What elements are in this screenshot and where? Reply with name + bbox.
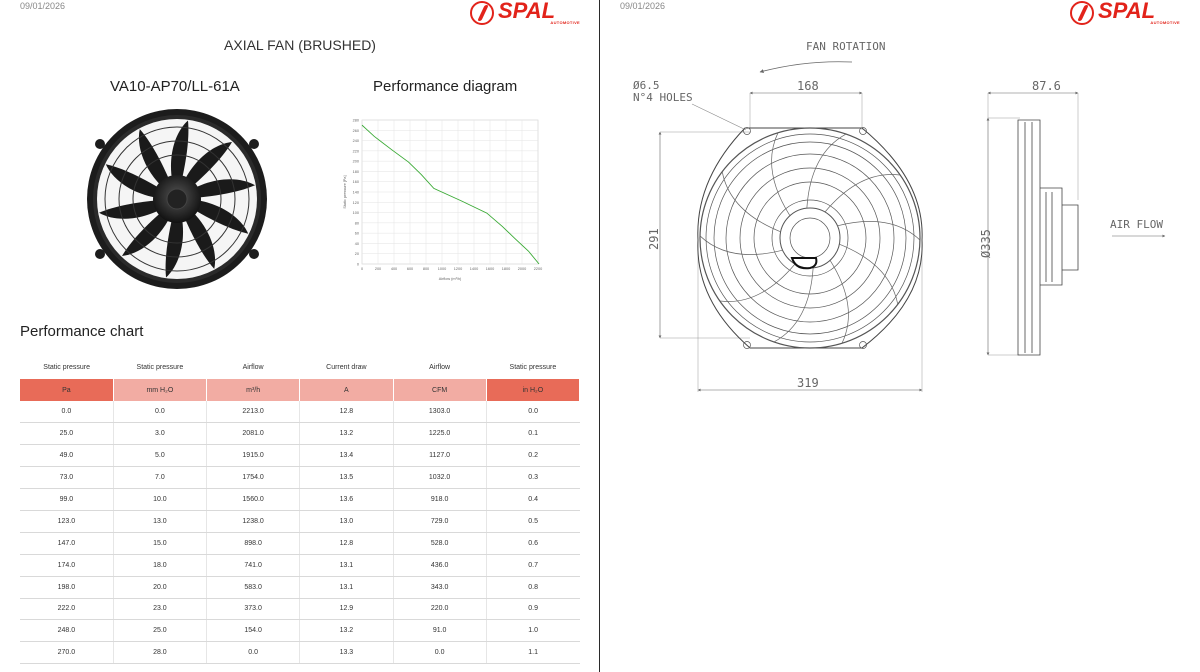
y-tick-label: 0 xyxy=(356,262,359,267)
table-cell: 18.0 xyxy=(113,554,206,576)
dim-291: 291 xyxy=(647,228,661,250)
table-cell: 0.0 xyxy=(393,642,486,664)
date: 09/01/2026 xyxy=(20,1,66,11)
table-row xyxy=(20,620,580,642)
x-tick-label: 1000 xyxy=(437,267,447,271)
dim-87-6: 87.6 xyxy=(1032,79,1061,93)
model-number: VA10-AP70/LL-61A xyxy=(110,78,240,95)
table-cell: 343.0 xyxy=(393,576,486,598)
table-cell: 12.9 xyxy=(300,598,393,620)
table-cell: 13.1 xyxy=(300,576,393,598)
table-cell: 270.0 xyxy=(20,642,113,664)
fan-rotation-label: FAN ROTATION xyxy=(806,40,886,53)
table-cell: 1.0 xyxy=(486,620,579,642)
table-cell: 12.8 xyxy=(300,532,393,554)
table-cell: 25.0 xyxy=(113,620,206,642)
table-cell: 123.0 xyxy=(20,510,113,532)
spal-logo xyxy=(470,0,580,28)
table-cell: 99.0 xyxy=(20,489,113,511)
table-cell: 13.0 xyxy=(113,510,206,532)
table-cell: 248.0 xyxy=(20,620,113,642)
table-cell: 49.0 xyxy=(20,445,113,467)
table-cell: 0.0 xyxy=(113,401,206,423)
x-tick-label: 400 xyxy=(390,267,398,271)
table-cell: 0.8 xyxy=(486,576,579,598)
table-body xyxy=(20,401,580,664)
logo-text: SPAL xyxy=(498,0,556,23)
y-tick-label: 220 xyxy=(352,149,359,154)
dim-168: 168 xyxy=(797,79,819,93)
table-cell: 0.0 xyxy=(207,642,300,664)
table-row xyxy=(20,445,580,467)
table-cell: 7.0 xyxy=(113,467,206,489)
unit-header: m³/h xyxy=(207,379,300,401)
logo-text-right: SPAL xyxy=(1098,0,1156,23)
table-cell: 147.0 xyxy=(20,532,113,554)
dim-319: 319 xyxy=(797,376,819,390)
table-header-row xyxy=(20,355,580,379)
table-cell: 73.0 xyxy=(20,467,113,489)
y-tick-label: 120 xyxy=(352,200,359,205)
table-cell: 1.1 xyxy=(486,642,579,664)
x-tick-label: 600 xyxy=(406,267,414,271)
unit-header: mm H₂O xyxy=(113,379,206,401)
y-tick-label: 180 xyxy=(352,169,359,174)
table-row xyxy=(20,598,580,620)
table-cell: 0.6 xyxy=(486,532,579,554)
table-cell: 13.6 xyxy=(300,489,393,511)
table-cell: 198.0 xyxy=(20,576,113,598)
table-cell: 28.0 xyxy=(113,642,206,664)
logo-sub: AUTOMOTIVE xyxy=(550,20,580,25)
side-view xyxy=(1018,120,1078,355)
table-cell: 13.1 xyxy=(300,554,393,576)
table-row xyxy=(20,423,580,445)
diagram-title: Performance diagram xyxy=(373,78,518,95)
chart-title: Performance chart xyxy=(20,323,144,340)
x-tick-label: 800 xyxy=(422,267,430,271)
performance-table xyxy=(20,355,580,664)
table-cell: 583.0 xyxy=(207,576,300,598)
x-tick-label: 2000 xyxy=(517,267,527,271)
unit-header: in H₂O xyxy=(486,379,579,401)
spal-logo-icon xyxy=(470,1,494,25)
table-cell: 15.0 xyxy=(113,532,206,554)
x-axis-label: Airflow (m³/h) xyxy=(438,277,462,281)
table-cell: 1127.0 xyxy=(393,445,486,467)
table-cell: 0.3 xyxy=(486,467,579,489)
table-cell: 1915.0 xyxy=(207,445,300,467)
front-view xyxy=(698,128,922,349)
table-cell: 0.4 xyxy=(486,489,579,511)
logo-sub-right: AUTOMOTIVE xyxy=(1150,20,1180,25)
table-cell: 13.2 xyxy=(300,620,393,642)
table-cell: 0.7 xyxy=(486,554,579,576)
date-right: 09/01/2026 xyxy=(620,1,666,11)
y-tick-label: 280 xyxy=(352,118,359,123)
rotation-arrow-icon xyxy=(760,62,852,72)
table-cell: 0.5 xyxy=(486,510,579,532)
table-cell: 2081.0 xyxy=(207,423,300,445)
table-cell: 1225.0 xyxy=(393,423,486,445)
x-tick-label: 0 xyxy=(360,267,364,271)
table-cell: 0.9 xyxy=(486,598,579,620)
table-cell: 154.0 xyxy=(207,620,300,642)
table-row xyxy=(20,489,580,511)
y-tick-label: 60 xyxy=(354,231,359,236)
table-cell: 25.0 xyxy=(20,423,113,445)
performance-diagram-chart xyxy=(338,112,548,294)
y-tick-label: 40 xyxy=(354,241,359,246)
column-header: Current draw xyxy=(326,363,367,371)
x-tick-label: 1600 xyxy=(485,267,495,271)
dim-335: Ø335 xyxy=(979,229,993,258)
table-cell: 436.0 xyxy=(393,554,486,576)
table-row xyxy=(20,510,580,532)
y-tick-label: 240 xyxy=(352,139,359,144)
table-cell: 918.0 xyxy=(393,489,486,511)
table-cell: 10.0 xyxy=(113,489,206,511)
table-cell: 13.4 xyxy=(300,445,393,467)
table-cell: 1032.0 xyxy=(393,467,486,489)
table-cell: 1238.0 xyxy=(207,510,300,532)
table-row xyxy=(20,532,580,554)
y-tick-label: 100 xyxy=(352,211,359,216)
table-cell: 0.2 xyxy=(486,445,579,467)
table-cell: 1754.0 xyxy=(207,467,300,489)
table-cell: 898.0 xyxy=(207,532,300,554)
table-cell: 12.8 xyxy=(300,401,393,423)
table-cell: 0.1 xyxy=(486,423,579,445)
y-tick-label: 160 xyxy=(352,180,359,185)
column-header: Airflow xyxy=(429,363,451,371)
table-cell: 13.2 xyxy=(300,423,393,445)
hole-count-label: N°4 HOLES xyxy=(633,91,693,104)
air-flow-label: AIR FLOW xyxy=(1110,218,1163,231)
table-cell: 0.0 xyxy=(486,401,579,423)
column-header: Static pressure xyxy=(509,363,557,371)
table-cell: 13.5 xyxy=(300,467,393,489)
table-row xyxy=(20,642,580,664)
right-page xyxy=(600,0,1200,672)
table-cell: 174.0 xyxy=(20,554,113,576)
y-axis-label: Static pressure [Pa] xyxy=(343,175,347,209)
table-cell: 20.0 xyxy=(113,576,206,598)
table-cell: 13.0 xyxy=(300,510,393,532)
y-tick-label: 140 xyxy=(352,190,359,195)
table-cell: 528.0 xyxy=(393,532,486,554)
y-tick-label: 260 xyxy=(352,128,359,133)
column-header: Static pressure xyxy=(136,363,184,371)
y-tick-label: 20 xyxy=(354,252,359,257)
column-header: Static pressure xyxy=(43,363,90,371)
y-tick-label: 200 xyxy=(352,159,359,164)
x-tick-label: 2200 xyxy=(533,267,543,271)
table-cell: 741.0 xyxy=(207,554,300,576)
table-cell: 5.0 xyxy=(113,445,206,467)
table-cell: 13.3 xyxy=(300,642,393,664)
doc-title: AXIAL FAN (BRUSHED) xyxy=(224,37,376,53)
unit-header: Pa xyxy=(20,379,113,401)
table-cell: 373.0 xyxy=(207,598,300,620)
table-cell: 1560.0 xyxy=(207,489,300,511)
table-row xyxy=(20,576,580,598)
x-tick-label: 200 xyxy=(374,267,382,271)
x-tick-label: 1200 xyxy=(453,267,463,271)
table-cell: 3.0 xyxy=(113,423,206,445)
y-tick-label: 80 xyxy=(354,221,359,226)
x-tick-label: 1400 xyxy=(469,267,479,271)
table-cell: 220.0 xyxy=(393,598,486,620)
unit-header: A xyxy=(300,379,393,401)
table-row xyxy=(20,554,580,576)
table-cell: 91.0 xyxy=(393,620,486,642)
table-row xyxy=(20,401,580,423)
table-cell: 1303.0 xyxy=(393,401,486,423)
table-cell: 729.0 xyxy=(393,510,486,532)
fan-product-image xyxy=(82,104,272,294)
table-cell: 23.0 xyxy=(113,598,206,620)
table-cell: 2213.0 xyxy=(207,401,300,423)
x-tick-label: 1800 xyxy=(501,267,511,271)
column-header: Airflow xyxy=(242,363,264,371)
table-cell: 222.0 xyxy=(20,598,113,620)
table-cell: 0.0 xyxy=(20,401,113,423)
technical-drawing xyxy=(600,0,1200,672)
table-row xyxy=(20,467,580,489)
table-unit-row xyxy=(20,379,580,401)
hole-diameter-label: Ø6.5 xyxy=(633,79,660,92)
unit-header: CFM xyxy=(393,379,486,401)
